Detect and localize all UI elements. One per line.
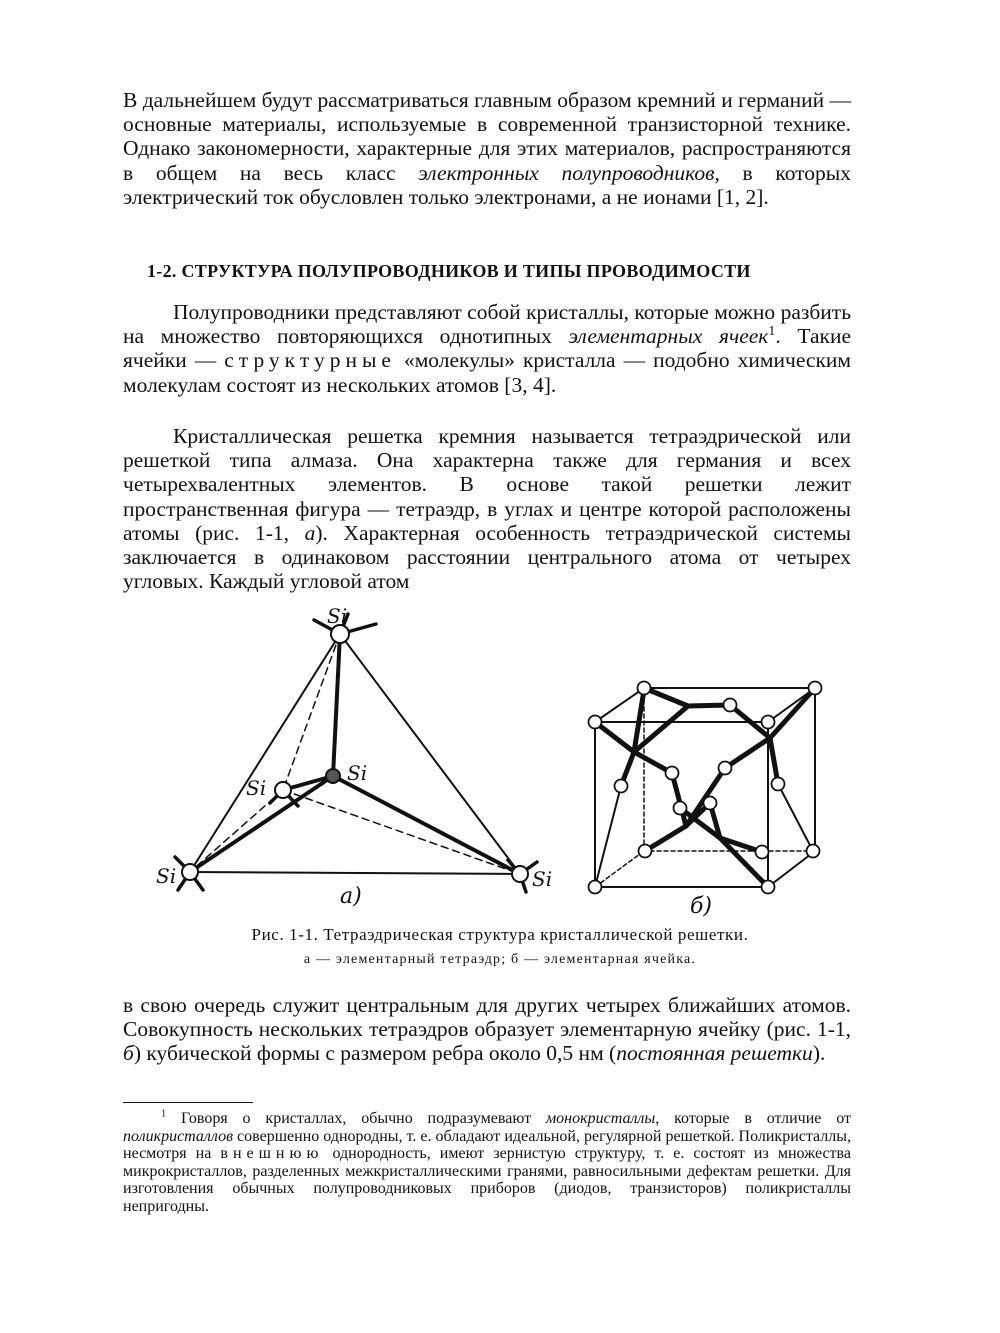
paragraph-lattice xyxy=(123,424,851,593)
footnote-marker: 1 xyxy=(161,1108,167,1120)
atom-label-top: Si xyxy=(327,604,348,628)
figure-label-a: а) xyxy=(340,884,362,909)
footnote-text-4: однородность, имеют зернистую структуру, т. е. состоят из множества микрокристаллов, разделенных межкристаллическими гранями, равносильными дефектам решетки. Для изготовления обычных полупроводниковых приборов (диодов, транзисторов) поликристаллы непригодны. xyxy=(123,1145,851,1215)
para2-spaced: структурные xyxy=(224,348,396,373)
atom-label-center: Si xyxy=(347,761,368,785)
para4-text: в свою очередь служит центральным для других четырех ближайших атомов. Совокупность нескольких тетраэдров образует элементарную ячейку (рис. 1-1, xyxy=(123,993,851,1042)
atom-label-back: Si xyxy=(246,776,267,800)
figure-label-b: б) xyxy=(690,894,713,918)
paragraph-unit-cell xyxy=(123,993,851,1066)
figure-1-1 xyxy=(0,598,1000,918)
para4-text-end: ). xyxy=(812,1041,826,1066)
footnote-text: Говоря о кристаллах, обычно подразумевают xyxy=(166,1110,546,1127)
tetrahedron-diagram xyxy=(175,614,537,892)
para1-text: В дальнейшем будут рассматриваться главным образом кремний и германий — основные материалы, используемые в современной транзисторной технике. Однако закономерности, характерные для этих материалов, распространяются в общем на весь класс xyxy=(123,88,851,185)
para2-text-mid: . Такие ячейки — xyxy=(123,324,851,373)
atom-label-right: Si xyxy=(532,867,553,891)
atom-center xyxy=(326,769,340,783)
para2-text: Полупроводники представляют собой кристаллы, которые можно разбить на множество повторяющихся однотипных xyxy=(123,300,851,349)
paragraph-crystals xyxy=(123,300,851,397)
footnote-divider xyxy=(123,1102,253,1103)
footnote-spaced: внешнюю xyxy=(220,1145,324,1163)
para1-italic: электронных полупроводников xyxy=(418,160,715,185)
para3-text: Кристаллическая решетка кремния называется тетраэдрической или решеткой типа алмаза. Она характерна также для германия и всех четырехвалентных элементов. В основе такой решетки лежит пространственная фигура — тетраэдр, в углах и центре которой расположены атомы (рис. 1-1, xyxy=(123,424,851,545)
para2-text-end: «молекулы» кристалла — подобно химическим молекулам состоят из нескольких атомов [3, 4]. xyxy=(123,348,852,397)
para2-italic: элементарных ячеек xyxy=(568,324,769,349)
footnote-text-3: совершенно однородны, т. е. обладают идеальной, регулярной решеткой. Поликристаллы, несмотря на xyxy=(123,1127,851,1163)
atom-left xyxy=(182,864,198,880)
atom-label-left: Si xyxy=(156,864,177,888)
figure-caption: Рис. 1-1. Тетраэдрическая структура кристаллической решетки. xyxy=(251,925,749,944)
footnote-text-2: , которые в отличие от xyxy=(655,1110,852,1127)
para3-italic: а xyxy=(304,520,316,545)
footnote-ref: 1 xyxy=(768,324,776,340)
atom-back xyxy=(275,782,291,798)
unit-cell-diagram xyxy=(589,682,822,894)
section-heading: 1-2. СТРУКТУРА ПОЛУПРОВОДНИКОВ И ТИПЫ ПРОВОДИМОСТИ xyxy=(147,261,751,281)
atom-right xyxy=(512,866,528,882)
para4-italic-2: постоянная решетки xyxy=(616,1041,813,1066)
para1-text-end: , в которых электрический ток обусловлен только электронами, а не ионами [1, 2]. xyxy=(123,160,851,209)
figure-subcaption: а — элементарный тетраэдр; б — элементарная ячейка. xyxy=(303,952,697,967)
paragraph-intro xyxy=(123,88,851,209)
para4-text-mid: ) кубической формы с размером ребра около 0,5 нм ( xyxy=(133,1041,617,1066)
footnote-italic: монокристаллы xyxy=(545,1110,656,1127)
para4-italic: б xyxy=(123,1041,134,1066)
footnote xyxy=(123,1110,851,1216)
para3-text-end: ). Характерная особенность тетраэдрической системы заключается в одинаковом расстоянии центрального атома от четырех угловых. Каждый угловой атом xyxy=(123,520,852,594)
footnote-italic-2: поликристаллов xyxy=(123,1127,234,1145)
